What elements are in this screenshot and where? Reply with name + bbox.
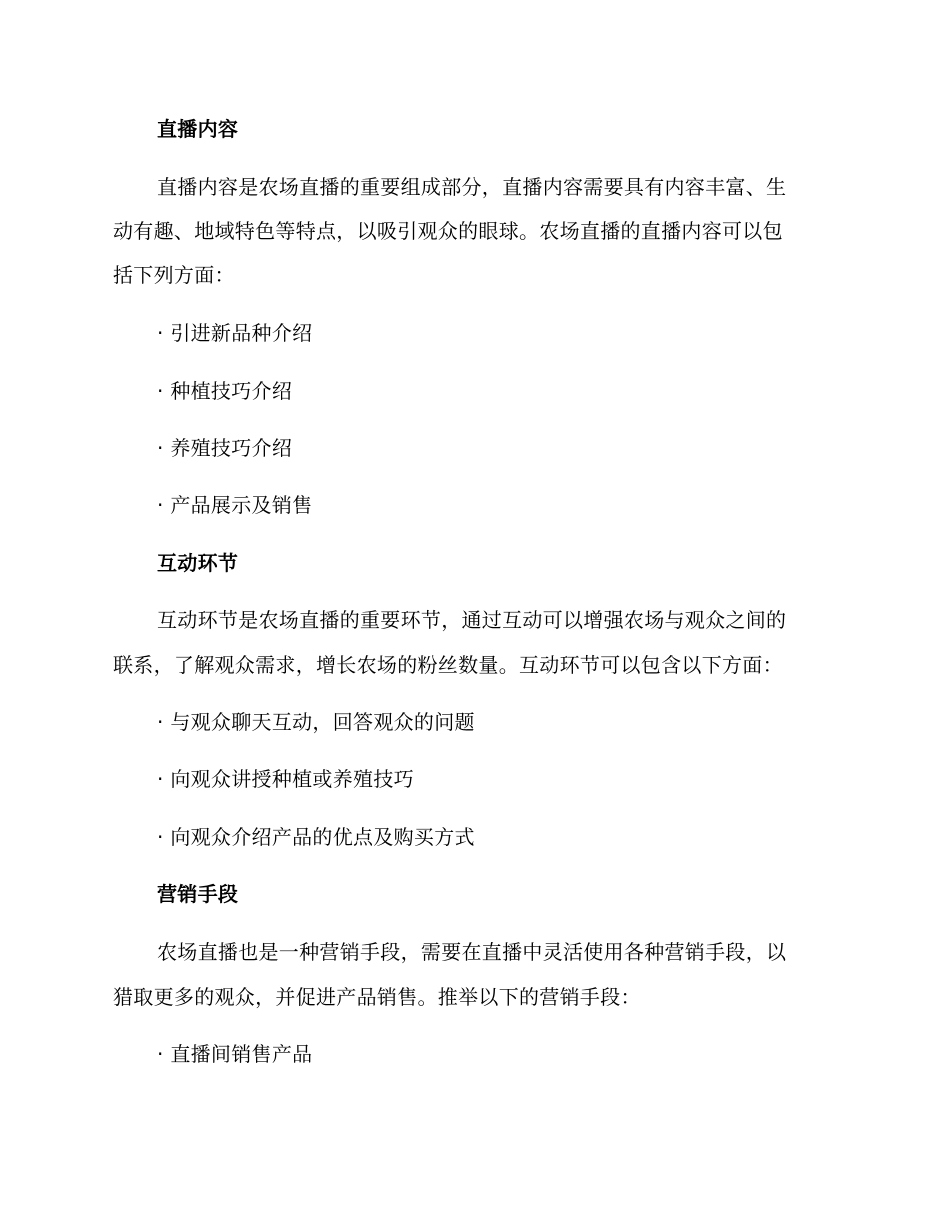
- paragraph-line: 直播内容是农场直播的重要组成部分，直播内容需要具有内容丰富、生: [157, 175, 787, 199]
- paragraph-line: 猎取更多的观众，并促进产品销售。推举以下的营销手段：: [113, 985, 641, 1009]
- list-item: · 种植技巧介绍: [157, 379, 293, 403]
- paragraph-line: 动有趣、地域特色等特点，以吸引观众的眼球。农场直播的直播内容可以包: [113, 219, 783, 243]
- list-item: · 直播间销售产品: [157, 1042, 313, 1066]
- paragraph-line: 括下列方面：: [113, 263, 235, 287]
- list-item: · 养殖技巧介绍: [157, 436, 293, 460]
- paragraph-line: 联系，了解观众需求，增长农场的粉丝数量。互动环节可以包含以下方面：: [113, 653, 783, 677]
- section-heading-marketing: 营销手段: [157, 882, 239, 906]
- list-item: · 向观众介绍产品的优点及购买方式: [157, 825, 475, 849]
- paragraph-line: 互动环节是农场直播的重要环节，通过互动可以增强农场与观众之间的: [157, 608, 787, 632]
- section-heading-interaction: 互动环节: [157, 551, 239, 575]
- list-item: · 产品展示及销售: [157, 493, 313, 517]
- paragraph-line: 农场直播也是一种营销手段，需要在直播中灵活使用各种营销手段，以: [157, 940, 787, 964]
- list-item: · 向观众讲授种植或养殖技巧: [157, 767, 414, 791]
- list-item: · 引进新品种介绍: [157, 321, 313, 345]
- list-item: · 与观众聊天互动，回答观众的问题: [157, 710, 475, 734]
- section-heading-live-content: 直播内容: [157, 117, 239, 141]
